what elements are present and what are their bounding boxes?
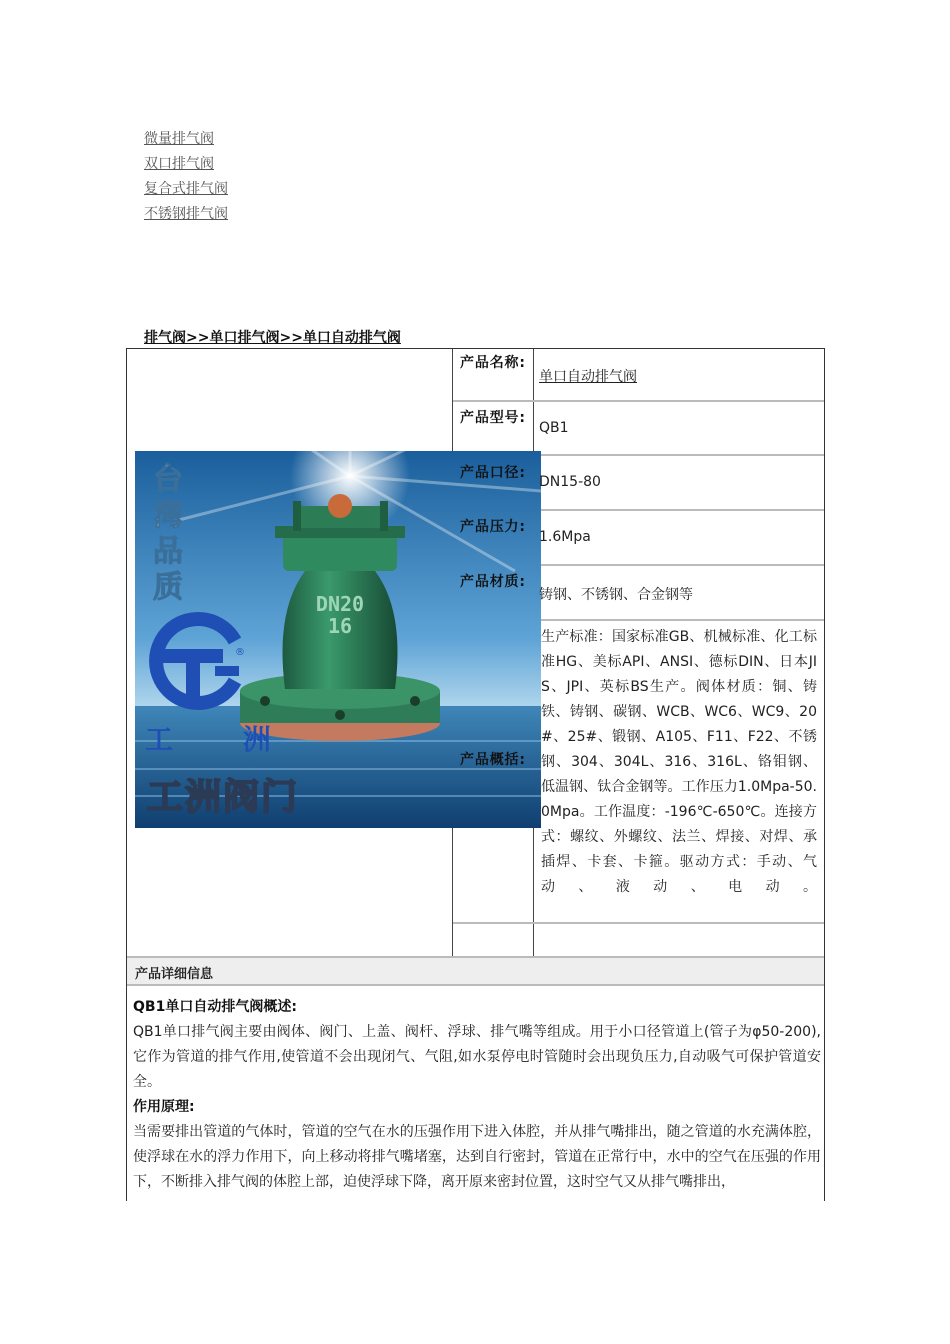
- link-stainless-air-valve[interactable]: 不锈钢排气阀: [144, 206, 228, 222]
- row-divider: [453, 400, 824, 402]
- spec-value-material: 铸钢、不锈钢、合金钢等: [539, 587, 693, 603]
- side-title-text: [153, 462, 183, 605]
- spec-label-name: 产品名称:: [460, 355, 525, 371]
- spec-label-material: 产品材质:: [460, 574, 525, 590]
- spec-value-summary: 生产标准：国家标准GB、机械标准、化工标准HG、美标API、ANSI、德标DIN、日本JIS、JPI、英标BS生产。阀体材质：铜、铸铁、铸钢、碳钢、WCB、WC6、WC9、20#、25#、锻钢、A105、F11、F22、不锈钢、304、304L、316、316L、铬钼钢、低温钢、钛合金钢等。工作压力1.0Mpa-50.0Mpa。工作温度：-196℃-650℃。连接方式：螺纹、外螺纹、法兰、焊接、对焊、承插焊、卡套、卡箍。驱动方式：手动、气动、液动、电动。: [541, 629, 817, 895]
- link-double-port-air-valve[interactable]: 双口排气阀: [144, 156, 214, 172]
- breadcrumb[interactable]: 排气阀>>单口排气阀>>单口自动排气阀: [144, 330, 401, 346]
- link-composite-air-valve[interactable]: 复合式排气阀: [144, 181, 228, 197]
- detail-header: 产品详细信息: [135, 967, 214, 982]
- spec-value-name[interactable]: 单口自动排气阀: [539, 369, 637, 385]
- spec-value-pressure: 1.6Mpa: [539, 529, 591, 545]
- principle-title: 作用原理:: [133, 1099, 195, 1115]
- principle-text: 当需要排出管道的气体时，管道的空气在水的压强作用下进入体腔，并从排气嘴排出，随之管道的水充满体腔，使浮球在水的浮力作用下，向上移动将排气嘴堵塞，达到自行密封，管道在正常行中，水中的空气在压强的作用下，不断排入排气阀的体腔上部，迫使浮球下降，离开原来密封位置，这时空气又从排气嘴排出，: [133, 1124, 821, 1190]
- spec-value-model: QB1: [539, 420, 569, 436]
- spec-label-caliber: 产品口径:: [460, 465, 525, 481]
- detail-header-bar: [127, 956, 824, 986]
- link-micro-air-valve[interactable]: 微量排气阀: [144, 131, 214, 147]
- svg-text:®: ®: [235, 647, 245, 658]
- overview-text: QB1单口排气阀主要由阀体、阀门、上盖、阀杆、浮球、排气嘴等组成。用于小口径管道上(管子为φ50-200),它作为管道的排气作用,使管道不会出现闭气、气阻,如水泵停电时管随时会出现负压力,自动吸气可保护管道安全。: [133, 1024, 821, 1090]
- row-divider: [453, 922, 824, 924]
- spec-label-pressure: 产品压力:: [460, 519, 525, 535]
- spec-label-summary: 产品概括:: [460, 752, 525, 768]
- brand-bottom-text: 工洲阀门: [147, 777, 300, 818]
- product-table: [126, 348, 825, 1201]
- svg-text:工 洲: 工 洲: [145, 723, 301, 756]
- overview-title: QB1单口自动排气阀概述:: [133, 999, 297, 1015]
- svg-text:16: 16: [327, 614, 353, 638]
- spec-value-caliber: DN15-80: [539, 474, 601, 490]
- spec-label-model: 产品型号:: [460, 410, 525, 426]
- detail-body: [133, 995, 821, 1195]
- svg-text:DN20: DN20: [315, 592, 365, 616]
- svg-text:台湾品质: 台湾品质: [153, 462, 183, 605]
- related-links: [144, 127, 228, 227]
